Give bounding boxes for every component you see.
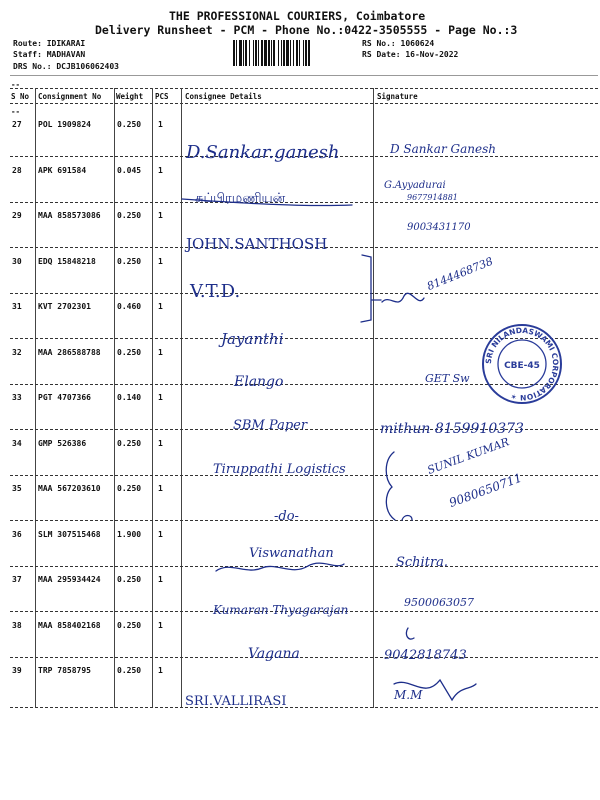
- barcode-bar: [299, 40, 300, 66]
- signature-handwriting: 9080650711: [447, 470, 524, 510]
- signature-handwriting: GET Sw: [425, 372, 470, 385]
- row-divider: [10, 202, 598, 203]
- row-sno: 35: [12, 484, 22, 493]
- row-consignment-no: MAA 286588788: [38, 348, 101, 357]
- svg-text:CBE-45: CBE-45: [504, 361, 540, 371]
- col-consignment: Consignment No: [38, 92, 102, 101]
- row-consignment-no: GMP 526386: [38, 439, 87, 448]
- rs-date: RS Date: 16-Nov-2022: [362, 50, 459, 59]
- row-pcs: 1: [158, 211, 163, 220]
- consignee-handwriting: -do-: [274, 509, 299, 524]
- row-consignment-no: MAA 295934424: [38, 575, 101, 584]
- consignee-handwriting: Elango: [234, 374, 284, 390]
- row-pcs: 1: [158, 302, 163, 311]
- signature-handwriting: D Sankar Ganesh: [390, 142, 496, 156]
- row-weight: 0.250: [117, 120, 142, 129]
- route-label: Route: IDIKARAI: [13, 39, 86, 48]
- row-divider: [10, 566, 598, 567]
- row-sno: 36: [12, 530, 22, 539]
- consignee-handwriting: Jayanthi: [221, 330, 284, 348]
- consignee-handwriting: D.Sankar.ganesh: [186, 142, 340, 163]
- row-divider: [10, 293, 598, 294]
- row-sno: 29: [12, 211, 22, 220]
- row-pcs: 1: [158, 530, 163, 539]
- consignee-handwriting: Kumaran Thyagarajan: [213, 603, 349, 617]
- row-weight: 0.250: [117, 257, 142, 266]
- row-sno: 32: [12, 348, 22, 357]
- barcode-bar: [278, 40, 279, 66]
- col-pcs: PCS: [155, 92, 169, 101]
- row-sno: 37: [12, 575, 22, 584]
- barcode-bar: [281, 40, 282, 66]
- signature-handwriting: Schitra.: [396, 555, 449, 570]
- barcode-bar: [286, 40, 289, 66]
- row-divider: [10, 520, 598, 521]
- barcode-bar: [305, 40, 307, 66]
- signature-handwriting: 9042818743: [384, 648, 467, 663]
- consignee-handwriting: Viswanathan: [249, 546, 334, 561]
- row-weight: 0.140: [117, 393, 142, 402]
- consignee-handwriting: SRI.VALLIRASI: [185, 694, 287, 709]
- row-weight: 0.250: [117, 484, 142, 493]
- row-sno: 33: [12, 393, 22, 402]
- svg-text:SRI NILANDASWAMI CORPORATION ✶: SRI NILANDASWAMI CORPORATION ✶: [483, 325, 561, 403]
- staff-label: Staff: MADHAVAN: [13, 50, 86, 59]
- row-consignment-no: TRP 7858795: [38, 666, 91, 675]
- signature-handwriting: SUNIL KUMAR: [425, 435, 511, 477]
- signature-handwriting: 9500063057: [404, 596, 474, 609]
- row-pcs: 1: [158, 257, 163, 266]
- row-consignment-no: KVT 2702301: [38, 302, 91, 311]
- consignee-handwriting: சுப்பிரமணியன்: [195, 191, 286, 206]
- header-rule: [10, 88, 598, 89]
- row-consignment-no: SLM 307515468: [38, 530, 101, 539]
- row-consignment-no: MAA 567203610: [38, 484, 101, 493]
- consignee-handwriting: JOHN.SANTHOSH: [186, 235, 328, 253]
- row-weight: 0.250: [117, 575, 142, 584]
- consignee-handwriting: Tiruppathi Logistics: [213, 462, 346, 477]
- row-consignment-no: PGT 4707366: [38, 393, 91, 402]
- barcode-bar: [236, 40, 237, 66]
- col-divider: [114, 88, 115, 708]
- barcode-bar: [245, 40, 247, 66]
- row-consignment-no: EDQ 15848218: [38, 257, 96, 266]
- col-weight: Weight: [116, 92, 144, 101]
- row-pcs: 1: [158, 393, 163, 402]
- barcode-bar: [308, 40, 310, 66]
- barcode-bar: [239, 40, 242, 66]
- row-pcs: 1: [158, 166, 163, 175]
- row-pcs: 1: [158, 575, 163, 584]
- col-divider: [373, 88, 374, 708]
- barcode-bar: [273, 40, 275, 66]
- barcode-bar: [233, 40, 235, 66]
- row-weight: 0.250: [117, 348, 142, 357]
- row-weight: 0.250: [117, 621, 142, 630]
- row-sno: 39: [12, 666, 22, 675]
- barcode-bar: [290, 40, 291, 66]
- consignee-handwriting: SBM Paper: [233, 418, 308, 433]
- runsheet-title: Delivery Runsheet - PCM - Phone No.:0422-3505555 - Page No.:3: [95, 23, 518, 37]
- row-sno: 38: [12, 621, 22, 630]
- top-marker-2: --: [11, 107, 21, 116]
- barcode-bar: [264, 40, 267, 66]
- row-sno: 30: [12, 257, 22, 266]
- company-title: THE PROFESSIONAL COURIERS, Coimbatore: [169, 9, 426, 23]
- col-divider: [152, 88, 153, 708]
- barcode-bar: [249, 40, 250, 66]
- row-consignment-no: POL 1909824: [38, 120, 91, 129]
- footer-rule: [10, 707, 598, 708]
- row-weight: 0.250: [117, 211, 142, 220]
- signature-handwriting: G.Ayyadurai: [384, 180, 446, 191]
- row-weight: 0.250: [117, 666, 142, 675]
- row-pcs: 1: [158, 666, 163, 675]
- header-bottom-rule: [10, 103, 598, 104]
- rs-number: RS No.: 1060624: [362, 39, 435, 48]
- signature-handwriting: mithun 8159910373: [380, 421, 524, 437]
- row-weight: 0.250: [117, 439, 142, 448]
- row-weight: 1.900: [117, 530, 142, 539]
- drs-number: DRS No.: DCJB106062403: [13, 62, 119, 71]
- barcode-bar: [255, 40, 257, 66]
- consignee-handwriting: V.T.D.: [190, 281, 241, 302]
- signature-handwriting: 9677914881: [407, 193, 458, 202]
- row-pcs: 1: [158, 484, 163, 493]
- table-top-rule: [10, 75, 598, 76]
- barcode-bar: [253, 40, 254, 66]
- barcode-bar: [258, 40, 259, 66]
- row-sno: 31: [12, 302, 22, 311]
- col-divider: [181, 88, 182, 708]
- barcode-image: [233, 40, 355, 66]
- row-consignment-no: MAA 858573086: [38, 211, 101, 220]
- barcode-bar: [261, 40, 263, 66]
- row-consignment-no: APK 691584: [38, 166, 87, 175]
- row-weight: 0.460: [117, 302, 142, 311]
- consignee-handwriting: Vagana: [248, 646, 300, 662]
- row-sno: 34: [12, 439, 22, 448]
- signature-handwriting: M.M: [394, 688, 423, 702]
- signature-handwriting: 8144468738: [425, 254, 495, 293]
- row-weight: 0.045: [117, 166, 142, 175]
- row-consignment-no: MAA 858402168: [38, 621, 101, 630]
- row-divider: [10, 657, 598, 658]
- barcode-bar: [283, 40, 285, 66]
- col-consignee: Consignee Details: [185, 92, 262, 101]
- col-sno: S No: [11, 92, 30, 101]
- row-pcs: 1: [158, 439, 163, 448]
- barcode-bar: [268, 40, 270, 66]
- col-signature: Signature: [377, 92, 418, 101]
- row-pcs: 1: [158, 348, 163, 357]
- signature-handwriting: 9003431170: [407, 222, 471, 233]
- row-sno: 28: [12, 166, 22, 175]
- barcode-bar: [303, 40, 304, 66]
- row-sno: 27: [12, 120, 22, 129]
- row-pcs: 1: [158, 120, 163, 129]
- barcode-bar: [296, 40, 298, 66]
- row-pcs: 1: [158, 621, 163, 630]
- barcode-bar: [293, 40, 294, 66]
- col-divider: [35, 88, 36, 708]
- company-stamp: [481, 323, 563, 405]
- barcode-bar: [243, 40, 244, 66]
- barcode-bar: [271, 40, 272, 66]
- top-marker: --: [11, 80, 21, 89]
